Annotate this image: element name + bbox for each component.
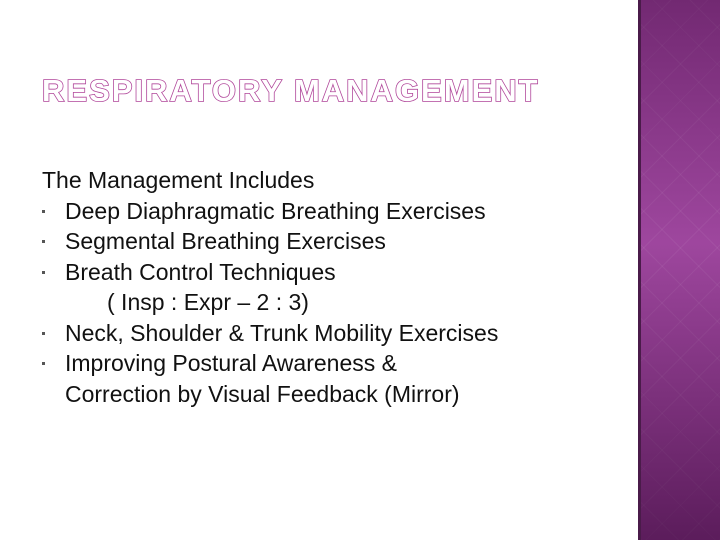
decorative-side-panel: [641, 0, 720, 540]
slide-title: RESPIRATORY MANAGEMENT: [42, 73, 540, 108]
list-item-text: Segmental Breathing Exercises: [65, 228, 386, 254]
list-item-continuation: Correction by Visual Feedback (Mirror): [65, 380, 460, 407]
list-item: [42, 348, 632, 409]
intro-text: The Management Includes: [42, 167, 315, 193]
list-item-subtext: ( Insp : Expr – 2 : 3): [107, 289, 309, 315]
list-item: [42, 318, 632, 349]
list-item: [42, 226, 632, 257]
list-item-text: Deep Diaphragmatic Breathing Exercises: [65, 197, 486, 224]
bullet-icon: [42, 332, 45, 335]
list-item-text: Improving Postural Awareness &: [65, 350, 397, 376]
bullet-icon: [42, 271, 45, 274]
list-item: [42, 257, 632, 318]
bullet-icon: [42, 362, 45, 365]
bullet-icon: [42, 240, 45, 243]
bullet-icon: [42, 210, 45, 213]
list-item-text: Neck, Shoulder & Trunk Mobility Exercises: [65, 319, 499, 346]
bullet-list: [42, 196, 632, 410]
slide-body: [42, 165, 632, 409]
list-item-text: Breath Control Techniques: [65, 258, 336, 285]
list-item: [42, 196, 632, 227]
